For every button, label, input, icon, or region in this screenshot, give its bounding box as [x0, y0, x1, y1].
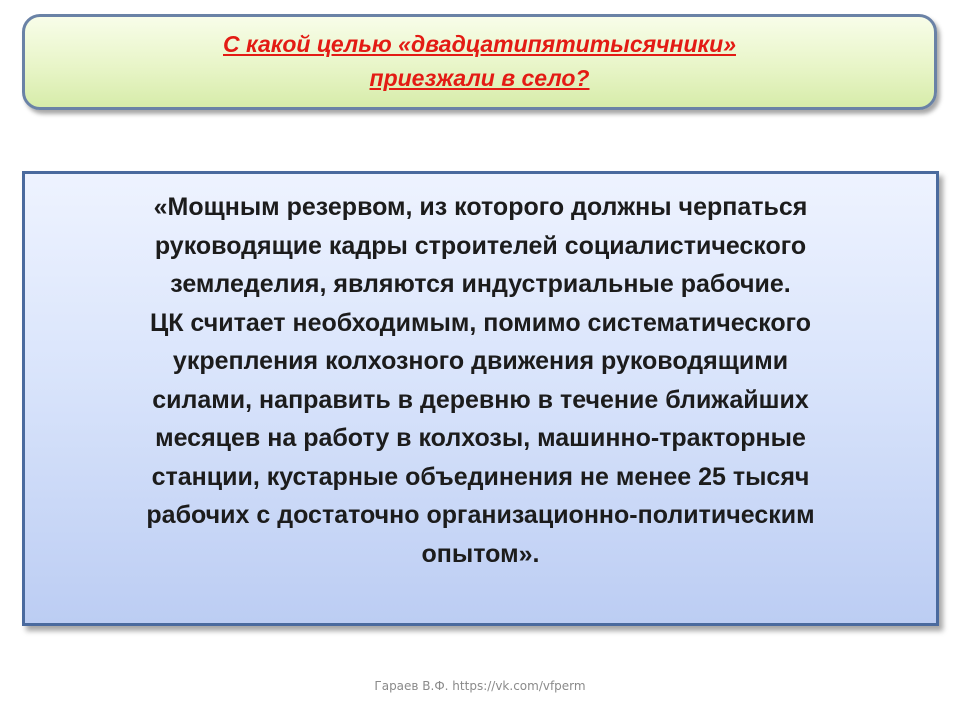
- quote-line-5: укрепления колхозного движения руководящими: [172, 347, 789, 375]
- quote-line-8: станции, кустарные объединения не менее 25 тысяч: [151, 462, 810, 491]
- quote-line-2: руководящие кадры строителей социалистического: [154, 231, 807, 260]
- quote-line-7: месяцев на работу в колхозы, машинно-тракторные: [155, 424, 806, 452]
- quote-line-6: силами, направить в деревню в течение ближайших: [152, 385, 809, 414]
- slide-title-line-1: С какой целью «двадцатипятитысячники»: [223, 31, 736, 57]
- quote-line-3: земледелия, являются индустриальные рабочие.: [170, 270, 791, 298]
- quote-line-10: опытом».: [421, 539, 540, 568]
- quote-line-9: рабочих с достаточно организационно-политическим: [146, 501, 815, 529]
- slide-title: [180, 27, 780, 95]
- title-box: [22, 14, 937, 110]
- footer-credit: Гараев В.Ф. https://vk.com/vfperm: [374, 679, 586, 693]
- slide-title-line-2: приезжали в село?: [369, 65, 590, 91]
- quote-box: [22, 171, 939, 626]
- quote-text: [51, 188, 911, 573]
- quote-line-1: «Мощным резервом, из которого должны черпаться: [153, 193, 808, 221]
- quote-line-4: ЦК считает необходимым, помимо систематического: [149, 308, 812, 337]
